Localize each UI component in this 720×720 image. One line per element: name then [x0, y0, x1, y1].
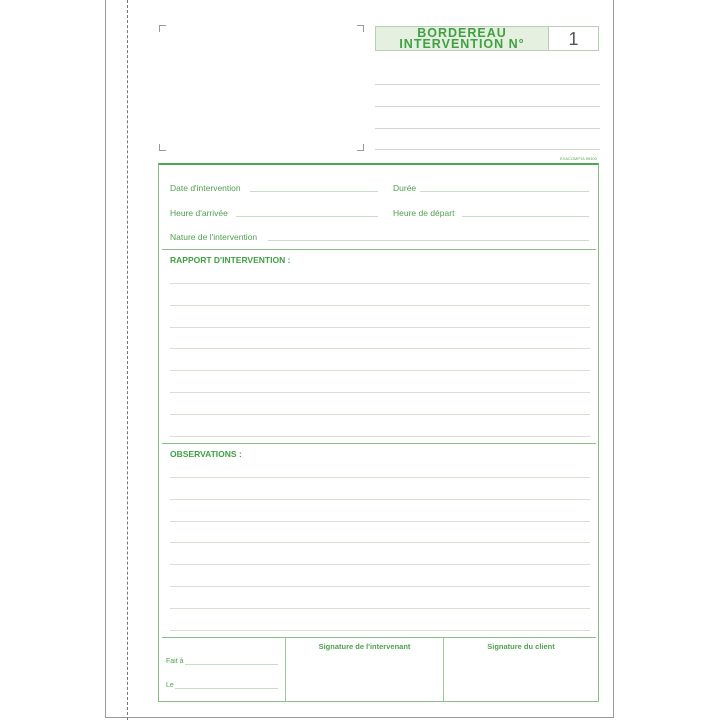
le-label: Le — [166, 682, 174, 689]
address-window-corner — [357, 144, 364, 151]
observations-line[interactable] — [170, 586, 590, 587]
rapport-line[interactable] — [170, 370, 590, 371]
title-box — [375, 26, 599, 51]
observations-line[interactable] — [170, 477, 590, 478]
rapport-line[interactable] — [170, 283, 590, 284]
address-window-corner — [159, 144, 166, 151]
date-label: Date d'intervention — [170, 183, 241, 193]
rapport-title: RAPPORT D'INTERVENTION : — [170, 255, 291, 265]
observations-line[interactable] — [170, 521, 590, 522]
le-field[interactable] — [175, 688, 278, 689]
product-reference: EXACOMPTA 59300 — [560, 156, 597, 161]
rapport-line[interactable] — [170, 348, 590, 349]
address-line[interactable] — [375, 84, 600, 85]
duree-label: Durée — [393, 183, 417, 193]
depart-label: Heure de départ — [393, 208, 455, 218]
nature-field[interactable] — [268, 240, 589, 241]
nature-label: Nature de l'intervention — [170, 232, 258, 242]
observations-line[interactable] — [170, 542, 590, 543]
section-divider — [162, 637, 596, 638]
fait-label: Fait à — [166, 658, 184, 665]
address-line[interactable] — [375, 149, 600, 150]
rapport-line[interactable] — [170, 392, 590, 393]
title-line-2: INTERVENTION N° — [399, 37, 525, 51]
form-frame — [158, 163, 599, 702]
arrivee-label: Heure d'arrivée — [170, 208, 228, 218]
rapport-line[interactable] — [170, 305, 590, 306]
section-divider — [162, 249, 596, 250]
title-line-1: BORDEREAU — [417, 26, 507, 40]
observations-title: OBSERVATIONS : — [170, 449, 242, 459]
signature-intervenant-area[interactable] — [286, 655, 443, 701]
signature-intervenant-label: Signature de l'intervenant — [318, 642, 411, 651]
form-number: 1 — [568, 29, 579, 49]
duree-field[interactable] — [420, 191, 589, 192]
signature-client-area[interactable] — [444, 655, 598, 701]
form-title — [376, 27, 549, 50]
perforation-line — [127, 0, 128, 720]
address-line[interactable] — [375, 106, 600, 107]
address-window-corner — [357, 25, 364, 32]
rapport-line[interactable] — [170, 414, 590, 415]
observations-line[interactable] — [170, 630, 590, 631]
fait-field[interactable] — [185, 664, 278, 665]
observations-line[interactable] — [170, 608, 590, 609]
address-window-corner — [159, 25, 166, 32]
section-divider — [162, 443, 596, 444]
address-line[interactable] — [375, 128, 600, 129]
depart-field[interactable] — [462, 216, 589, 217]
rapport-line[interactable] — [170, 436, 590, 437]
rapport-line[interactable] — [170, 327, 590, 328]
observations-line[interactable] — [170, 564, 590, 565]
arrivee-field[interactable] — [236, 216, 378, 217]
observations-line[interactable] — [170, 499, 590, 500]
date-field[interactable] — [250, 191, 378, 192]
signature-client-label: Signature du client — [487, 642, 555, 651]
